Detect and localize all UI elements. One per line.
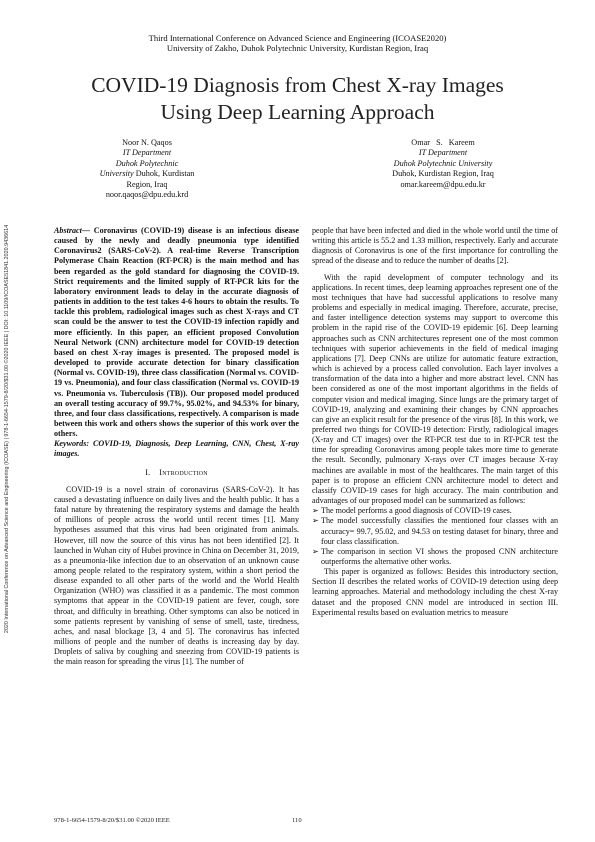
author-affiliation: Duhok, Kurdistan Region, Iraq — [392, 169, 494, 179]
list-item — [312, 516, 558, 546]
bullet-icon: ➢ — [312, 506, 319, 516]
conference-venue: University of Zakho, Duhok Polytechnic University, Kurdistan Region, Iraq — [166, 43, 429, 53]
paper-title-line2: Using Deep Learning Approach — [160, 100, 435, 124]
intro-paragraph: COVID-19 is a novel strain of coronavirus (SARS-CoV-2). It has caused a devastating influence on daily lives and the health public. It has a fatal nature by threatening the respiratory systems and damage the health of millions of people across the world until recent times [1]. Many hypotheses assumed that this virus had been originated from animals. However, till now the source of this virus has not been identified [2]. It launched in Wuhan city of Hubei province in China on December 31, 2019, as a pneumonia-like infection due to an observation of an unknown cause among people related to the respiratory system, within a short period the disease expanded to all other parts of the world and the World Health Organization (WHO) was classified it as a pandemic. The most common symptoms that appear in the COVID-19 patient are fever, cough, sore throat, and difficulty in breathing. Other symptoms can also be noticed in some patients represent by vanishing of sense of smell, taste, tiredness, aches, and nasal blockage [3, 4 and 5]. The coronavirus has infected millions of people and the number of deaths is increasing day by day. Droplets of saliva by coughing and sneezing from COVID-19 patients is the main reason for spreading the virus [1]. The number of — [54, 484, 299, 667]
paragraph-deep-learning: With the rapid development of computer technology and its applications. In recent times, deep learning approaches represent one of the most techniques that have had successful applications to resolve many problems and especially in medical imaging. Therefore, accurate, precise, and faster intelligence detection systems may support to overcome this problem in the rapid rise of the COVID-19 epidemic [6]. Deep learning approaches such as CNN architectures represent one of the most common techniques with superior achievements in the field of medical imaging applications [7]. Deep CNNs are utilize for automatic feature extraction, which is achieved by a process called convolution. Each layer involves a transformation of the data into a higher and more abstract level. CNN has been considered as one of the most important algorithms in the fields of computer vision and medical imaging. Since lungs are the primary target of COVID-19, analyzing and examining their changes by CNN approaches can give an explicit result for the presence of the virus [8]. In this work, we preferred two things for COVID-19 detection: Firstly, radiological images (X-ray and CT images) over the RT-PCR test due to in RT-PCR test the time for spreading Coronavirus among people takes more time to generate the result. Secondly, pulmonary X-rays over CT images because X-ray machines are available in most of the healthcares. The main target of this paper is to propose an efficient CNN architecture model to detect and classify COVID-19 cases for high accuracy. The main contribution and advantages of our proposed model can be summarized as follows: — [312, 272, 558, 506]
paragraph-continued: people that have been infected and died in the whole world until the time of writing this article is 55.2 and 1.33 million, respectively. Early and accurate diagnosis of Coronavirus is one of the first importance for controlling the spread of the disease and to reduce the number of deaths [2]. — [312, 226, 558, 266]
page-number: 110 — [292, 817, 302, 824]
bullet-icon: ➢ — [312, 516, 319, 526]
author-name: Omar S. Kareem — [411, 138, 475, 147]
author-department: IT Department — [122, 148, 172, 158]
author-affiliation — [82, 169, 212, 179]
abstract-text: Coronavirus (COVID-19) disease is an infectious disease caused by the newly and deadly pneumonia type identified Coronavirus2 (SARS-CoV-2). A real-time Reverse Transcription Polymerase Chain Reaction (RT-PCR) is the main method and has been regarded as the gold standard for diagnosing the COVID-19. Strict requirements and the limited supply of RT-PCR kits for the laboratory environment leads to delay in the accurate diagnosis of patients in addition to the test takes 4-6 hours to obtain the results. To tackle this problem, radiological images such as chest X-rays and CT scan could be the answer to test the COVID-19 infection rapidly and more efficiently. In this paper, an efficient proposed Convolution Neural Network (CNN) architecture model for COVID-19 detection based on chest X-ray images is presented. The proposed model is developed to provide accurate detection for binary classification (Normal vs. COVID-19), three class classification (Normal vs. COVID-19 vs. Pneumonia), and four class classification (Normal vs. COVID-19 vs. Pneumonia vs. Tuberculosis (TB)). Our proposed model produced an overall testing accuracy of 99.7%, 95.02%, and 94.53% for binary, three, and four class classifications, respectively. A comparison is made between this work and others shows the superior of this work over the others. — [54, 226, 299, 439]
section-heading-introduction — [54, 468, 299, 478]
contribution-list — [312, 506, 558, 567]
author-city: Duhok, Kurdistan — [133, 169, 195, 179]
doi-sidebar: 2020 International Conference on Advanced Science and Engineering (ICOASE) | 978-1-6654-1579-8/20/$31.00 ©2020 IEEE | DOI: 10.1109/ICOASE51841.2020.9436614 — [4, 224, 10, 634]
author-block-1 — [82, 138, 212, 200]
bullet-icon: ➢ — [312, 546, 319, 556]
author-department: IT Department — [418, 148, 468, 158]
list-item — [312, 547, 558, 567]
list-item — [312, 506, 558, 516]
keywords-label: Keywords: — [54, 439, 90, 449]
conference-name: Third International Conference on Advanced Science and Engineering (ICOASE2020) — [148, 33, 447, 43]
right-column — [312, 226, 558, 618]
author-email[interactable]: omar.kareem@dpu.edu.kr — [400, 179, 486, 189]
paper-title-line1: COVID-19 Diagnosis from Chest X-ray Images — [91, 73, 504, 97]
author-university: Duhok Polytechnic — [115, 158, 179, 168]
list-item-text: The model performs a good diagnosis of COVID-19 cases. — [321, 506, 512, 516]
author-email[interactable]: noor.qaqos@dpu.edu.krd — [105, 190, 189, 200]
left-column — [54, 226, 299, 668]
paragraph-organization: This paper is organized as follows: Besides this introductory section, Section II describes the related works of COVID-19 detection using deep learning approaches. Material and methodology including the chest X-ray dataset and the proposed CNN model are introduced in section III. Experimental results based on evaluation metrics to measure — [312, 567, 558, 617]
author-region: Region, Iraq — [126, 179, 168, 189]
footer-isbn: 978-1-6654-1579-8/20/$31.00 ©2020 IEEE — [54, 817, 170, 824]
paper-title — [40, 72, 555, 126]
author-name: Noor N. Qaqos — [122, 138, 172, 147]
list-item-text: The model successfully classifies the mentioned four classes with an accuracy= 99.7, 95.02, and 94.53 on testing dataset for binary, three and four class classification. — [321, 516, 558, 546]
author-block-2 — [378, 138, 508, 190]
abstract — [54, 226, 299, 439]
author-university-cont: University — [99, 169, 134, 179]
abstract-label: Abstract— — [54, 226, 90, 235]
section-numeral: I. — [145, 467, 151, 477]
keywords-text: COVID-19, Diagnosis, Deep Learning, CNN, Chest, X-ray images. — [54, 439, 299, 459]
section-title: Introduction — [159, 467, 208, 477]
list-item-text: The comparison in section VI shows the proposed CNN architecture outperforms the alternative other works. — [321, 546, 558, 566]
author-university: Duhok Polytechnic University — [393, 158, 493, 168]
keywords — [54, 439, 299, 459]
